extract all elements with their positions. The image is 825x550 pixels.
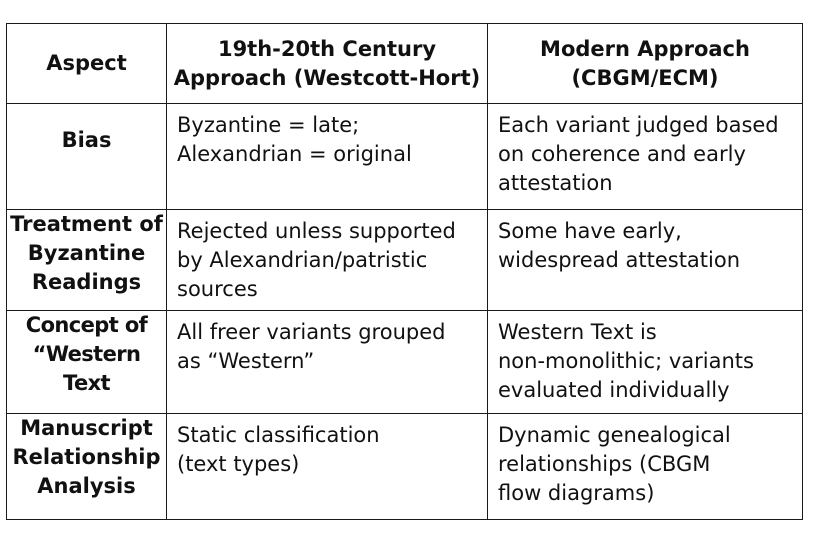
header-modern-approach: Modern Approach (CBGM/ECM) — [488, 24, 803, 104]
modern-cell: Dynamic genealogical relationships (CBGM flow diagrams) — [488, 414, 803, 520]
modern-cell: Each variant judged based on coherence and early attestation — [488, 104, 803, 210]
table-row-western-text — [7, 311, 803, 414]
row-aspect-cell: Manuscript Relationship Analysis — [7, 414, 167, 520]
row-aspect-cell: Treatment of Byzantine Readings — [7, 210, 167, 311]
table-row-manuscript-analysis — [7, 414, 803, 520]
traditional-cell: Static classification (text types) — [167, 414, 488, 520]
modern-cell: Some have early, widespread attestation — [488, 210, 803, 311]
header-aspect: Aspect — [7, 24, 167, 104]
modern-cell: Western Text is non-monolithic; variants evaluated individually — [488, 311, 803, 414]
traditional-cell: Rejected unless supported by Alexandrian/patristic sources — [167, 210, 488, 311]
table-row-bias — [7, 104, 803, 210]
header-row — [7, 24, 803, 104]
header-traditional-approach: 19th-20th Century Approach (Westcott-Hort) — [167, 24, 488, 104]
traditional-cell: All freer variants grouped as “Western” — [167, 311, 488, 414]
traditional-cell: Byzantine = late; Alexandrian = original — [167, 104, 488, 210]
row-aspect-cell: Bias — [7, 104, 167, 210]
comparison-table — [6, 23, 803, 520]
row-aspect-cell: Concept of “Western Text — [7, 311, 167, 414]
table-row-byzantine-readings — [7, 210, 803, 311]
